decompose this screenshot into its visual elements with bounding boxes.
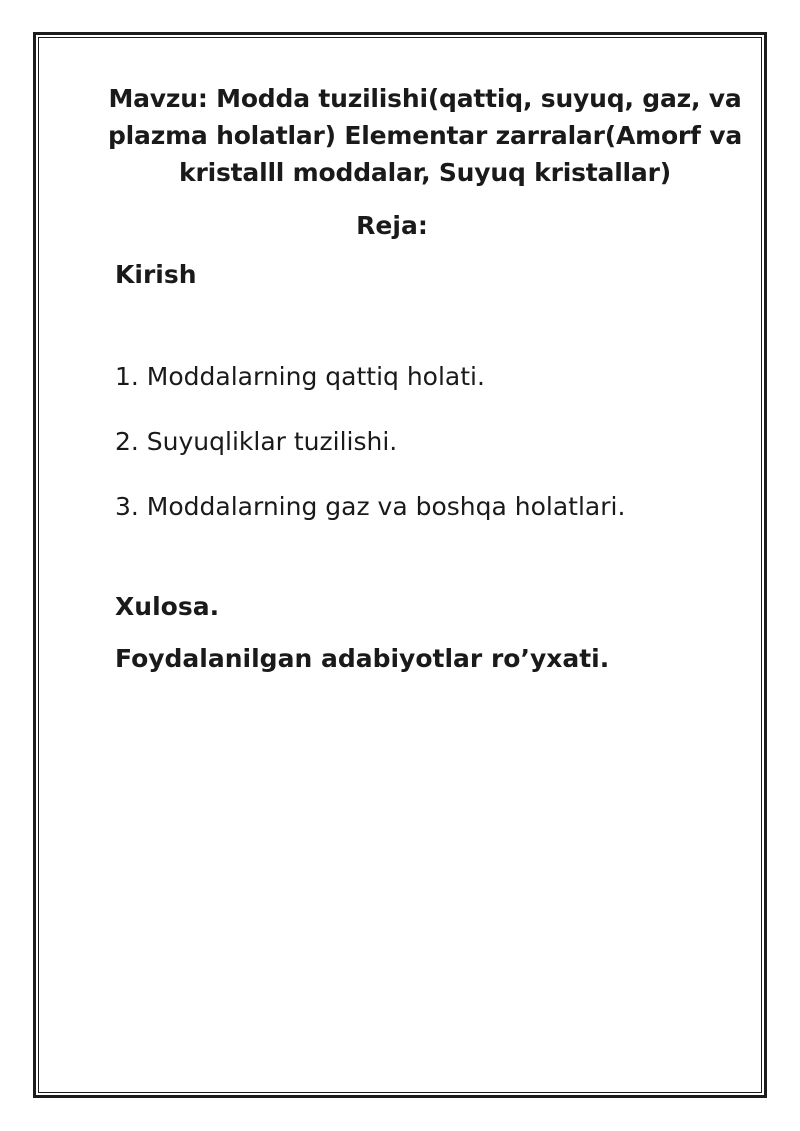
page-border-inner xyxy=(38,37,762,1093)
plan-item: 1. Moddalarning qattiq holati. xyxy=(115,362,485,391)
introduction-heading: Kirish xyxy=(115,260,197,289)
document-title: Mavzu: Modda tuzilishi(qattiq, suyuq, gaz, va plazma holatlar) Elementar zarralar(Amorf va kristalll moddalar, Suyuq kristallar) xyxy=(107,84,743,187)
references-heading: Foydalanilgan adabiyotlar ro’yxati. xyxy=(115,644,610,673)
plan-item: 2. Suyuqliklar tuzilishi. xyxy=(115,427,398,456)
plan-item: 3. Moddalarning gaz va boshqa holatlari. xyxy=(115,492,626,521)
plan-heading: Reja: xyxy=(356,211,428,240)
conclusion-heading: Xulosa. xyxy=(115,592,220,621)
